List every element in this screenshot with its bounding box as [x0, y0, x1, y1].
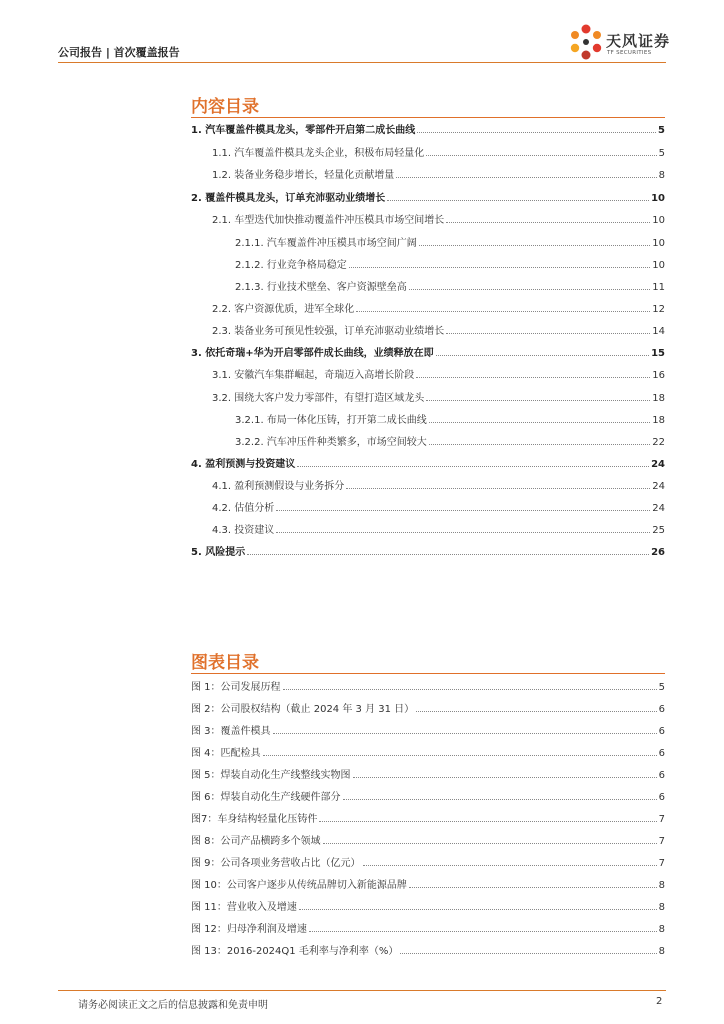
toc-entry-page: 24 [652, 481, 665, 492]
toc-entry-text: 2.1. 车型迭代加快推动覆盖件冲压模具市场空间增长 [212, 215, 445, 226]
toc-entry-page: 11 [652, 282, 665, 293]
leader-dots [343, 799, 657, 800]
logo-flower-icon [566, 22, 606, 62]
toc-entry-text: 2.1.1. 汽车覆盖件冲压模具市场空间广阔 [235, 238, 417, 249]
toc-entry-page: 26 [651, 547, 665, 558]
figure-entry[interactable] [191, 941, 665, 957]
figure-entry-text: 图 2：公司股权结构（截止 2024 年 3 月 31 日） [191, 704, 415, 715]
leader-dots [409, 289, 650, 290]
toc-entry-text: 3.2. 围绕大客户发力零部件，有望打造区域龙头 [212, 393, 425, 404]
toc-entry[interactable] [191, 343, 665, 359]
toc-entry[interactable] [191, 120, 665, 136]
figure-entry[interactable] [191, 809, 665, 825]
toc-entry-page: 10 [652, 260, 665, 271]
leader-dots [426, 155, 656, 156]
leader-dots [276, 510, 650, 511]
toc-entry[interactable] [191, 542, 665, 558]
toc-entry[interactable] [235, 255, 665, 271]
figure-entry-text: 图 1：公司发展历程 [191, 682, 281, 693]
toc-entry-text: 3.1. 安徽汽车集群崛起，奇瑞迈入高增长阶段 [212, 370, 415, 381]
toc-entry[interactable] [212, 498, 665, 514]
toc-entry-page: 16 [652, 370, 665, 381]
toc-entry-page: 10 [651, 193, 665, 204]
leader-dots [247, 554, 649, 555]
toc-entry[interactable] [235, 277, 665, 293]
toc-entry[interactable] [235, 233, 665, 249]
toc-entry[interactable] [212, 165, 665, 181]
leader-dots [429, 444, 650, 445]
figures-title: 图表目录 [191, 653, 259, 673]
figure-entry-page: 6 [658, 748, 665, 759]
toc-entry-page: 22 [652, 437, 665, 448]
toc-entry[interactable] [212, 299, 665, 315]
figure-entry[interactable] [191, 743, 665, 759]
toc-entry-text: 3.2.2. 汽车冲压件种类繁多，市场空间较大 [235, 437, 427, 448]
toc-entry[interactable] [212, 210, 665, 226]
figure-entry-page: 7 [658, 836, 665, 847]
figure-entry-page: 8 [658, 902, 665, 913]
leader-dots [283, 689, 657, 690]
figure-entry[interactable] [191, 875, 665, 891]
toc-entry[interactable] [212, 476, 665, 492]
figure-entry[interactable] [191, 831, 665, 847]
leader-dots [446, 222, 650, 223]
figure-entry-page: 6 [658, 726, 665, 737]
toc-entry-text: 4.3. 投资建议 [212, 525, 275, 536]
page-number: 2 [656, 996, 663, 1007]
leader-dots [263, 755, 657, 756]
toc-entry-page: 25 [652, 525, 665, 536]
leader-dots [319, 821, 656, 822]
toc-entry[interactable] [235, 410, 665, 426]
leader-dots [417, 132, 656, 133]
figure-entry-text: 图 3：覆盖件模具 [191, 726, 271, 737]
leader-dots [323, 843, 657, 844]
toc-entry[interactable] [191, 188, 665, 204]
toc-entry[interactable] [235, 432, 665, 448]
toc-entry[interactable] [212, 388, 665, 404]
leader-dots [416, 377, 650, 378]
leader-dots [297, 466, 649, 467]
toc-entry-text: 2.1.2. 行业竞争格局稳定 [235, 260, 347, 271]
toc-title: 内容目录 [191, 97, 259, 117]
report-type-header: 公司报告 | 首次覆盖报告 [58, 46, 180, 59]
figure-entry[interactable] [191, 919, 665, 935]
header-divider [58, 62, 666, 63]
footer-divider [58, 990, 666, 991]
toc-entry-page: 18 [652, 393, 665, 404]
toc-entry-text: 3. 依托奇瑞+华为开启零部件成长曲线，业绩释放在即 [191, 348, 434, 359]
figure-entry-text: 图 4：匹配检具 [191, 748, 261, 759]
figure-entry-page: 6 [658, 770, 665, 781]
figure-entry[interactable] [191, 787, 665, 803]
toc-entry[interactable] [212, 365, 665, 381]
figure-entry-page: 8 [658, 946, 665, 957]
figure-entry-page: 6 [658, 704, 665, 715]
leader-dots [387, 200, 649, 201]
figure-entry-text: 图 13：2016-2024Q1 毛利率与净利率（%） [191, 946, 399, 957]
figure-entry-page: 6 [658, 792, 665, 803]
leader-dots [309, 931, 657, 932]
toc-entry-page: 14 [652, 326, 665, 337]
figure-entry-text: 图 8：公司产品横跨多个领域 [191, 836, 321, 847]
leader-dots [349, 267, 650, 268]
figure-entry[interactable] [191, 699, 665, 715]
leader-dots [356, 311, 650, 312]
logo-cn-text: 天风证券 [606, 32, 671, 50]
leader-dots [446, 333, 650, 334]
figure-entry-page: 7 [658, 814, 665, 825]
figure-entry[interactable] [191, 677, 665, 693]
toc-entry-text: 4.1. 盈利预测假设与业务拆分 [212, 481, 345, 492]
toc-entry[interactable] [191, 454, 665, 470]
leader-dots [400, 953, 656, 954]
toc-entry-page: 24 [652, 503, 665, 514]
toc-entry-page: 5 [658, 148, 665, 159]
leader-dots [353, 777, 657, 778]
toc-entry-text: 3.2.1. 布局一体化压铸，打开第二成长曲线 [235, 415, 427, 426]
figure-entry-page: 8 [658, 924, 665, 935]
figure-entry-text: 图 5：焊装自动化生产线整线实物图 [191, 770, 351, 781]
toc-entry-text: 2.3. 装备业务可预见性较强，订单充沛驱动业绩增长 [212, 326, 445, 337]
leader-dots [299, 909, 657, 910]
toc-entry[interactable] [212, 321, 665, 337]
toc-entry-text: 4.2. 估值分析 [212, 503, 275, 514]
toc-entry-page: 10 [652, 215, 665, 226]
toc-entry-text: 2.2. 客户资源优质，进军全球化 [212, 304, 355, 315]
leader-dots [419, 245, 650, 246]
logo-en-text: TF SECURITIES [607, 50, 652, 56]
leader-dots [276, 532, 650, 533]
toc-entry[interactable] [212, 520, 665, 536]
toc-entry-text: 4. 盈利预测与投资建议 [191, 459, 296, 470]
figure-entry-text: 图 11：营业收入及增速 [191, 902, 297, 913]
toc-entry[interactable] [212, 143, 665, 159]
leader-dots [363, 865, 657, 866]
toc-entry-page: 12 [652, 304, 665, 315]
leader-dots [409, 887, 657, 888]
leader-dots [396, 177, 656, 178]
figure-entry-page: 8 [658, 880, 665, 891]
figure-entry[interactable] [191, 853, 665, 869]
toc-title-divider [191, 117, 665, 118]
figure-entry-page: 5 [658, 682, 665, 693]
toc-entry-text: 1.2. 装备业务稳步增长，轻量化贡献增量 [212, 170, 395, 181]
toc-entry-page: 18 [652, 415, 665, 426]
figure-entry-text: 图 9：公司各项业务营收占比（亿元） [191, 858, 361, 869]
leader-dots [436, 355, 649, 356]
figure-entry-text: 图 6：焊装自动化生产线硬件部分 [191, 792, 341, 803]
toc-entry-page: 15 [651, 348, 665, 359]
toc-entry-page: 10 [652, 238, 665, 249]
toc-entry-text: 1. 汽车覆盖件模具龙头，零部件开启第二成长曲线 [191, 125, 416, 136]
toc-entry-page: 24 [651, 459, 665, 470]
figure-entry-text: 图7：车身结构轻量化压铸件 [191, 814, 318, 825]
company-logo [566, 22, 676, 62]
leader-dots [429, 422, 650, 423]
leader-dots [346, 488, 650, 489]
figures-title-divider [191, 673, 665, 674]
leader-dots [416, 711, 656, 712]
figure-entry-page: 7 [658, 858, 665, 869]
leader-dots [426, 400, 650, 401]
footer-disclaimer: 请务必阅读正文之后的信息披露和免责申明 [78, 1000, 268, 1011]
toc-entry-text: 2. 覆盖件模具龙头，订单充沛驱动业绩增长 [191, 193, 386, 204]
toc-entry-page: 5 [658, 125, 665, 136]
toc-entry-text: 5. 风险提示 [191, 547, 246, 558]
figure-entry-text: 图 10：公司客户逐步从传统品牌切入新能源品牌 [191, 880, 407, 891]
figure-entry[interactable] [191, 721, 665, 737]
figure-entry[interactable] [191, 765, 665, 781]
figure-entry[interactable] [191, 897, 665, 913]
toc-entry-text: 1.1. 汽车覆盖件模具龙头企业，积极布局轻量化 [212, 148, 425, 159]
toc-entry-page: 8 [658, 170, 665, 181]
figure-entry-text: 图 12：归母净利润及增速 [191, 924, 307, 935]
leader-dots [273, 733, 657, 734]
toc-entry-text: 2.1.3. 行业技术壁垒、客户资源壁垒高 [235, 282, 407, 293]
